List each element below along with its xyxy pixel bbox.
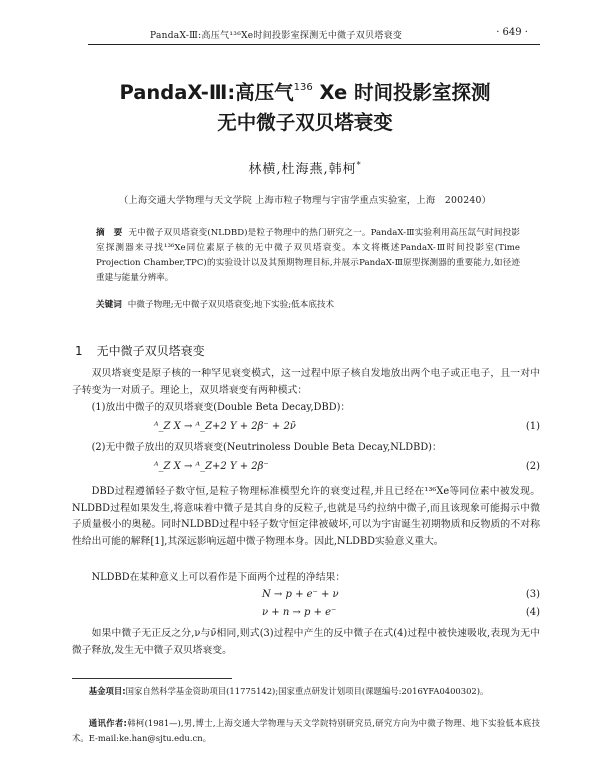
title-line-1 xyxy=(70,78,540,108)
author-names: 林横,杜海燕,韩柯 xyxy=(248,162,357,177)
equation-2 xyxy=(72,461,540,479)
footnote-funding xyxy=(72,684,540,699)
equation-1-expression: ᴬ_Z X → ᴬ_Z+2 Y + 2β⁻ + 2ν̄ xyxy=(154,421,296,432)
abstract-label: 摘 要 xyxy=(96,228,123,238)
paragraph-net-result: NLDBD在某种意义上可以看作是下面两个过程的净结果： xyxy=(91,572,346,583)
author-list xyxy=(70,158,540,177)
title-suffix: Xe 时间投影室探测 xyxy=(312,81,491,104)
equation-4-expression: ν + n → p + e⁻ xyxy=(262,607,337,618)
affiliation: （上海交通大学物理与天文学院 上海市粒子物理与宇宙学重点实验室，上海 200240） xyxy=(118,195,492,206)
keywords xyxy=(96,298,520,313)
section-number: 1 xyxy=(75,344,83,358)
funding-text: 国家自然科学基金资助项目(11775142);国家重点研发计划项目(课题编号:2016YFA0400302)。 xyxy=(125,686,489,696)
title-line-2: 无中微子双贝塔衰变 xyxy=(217,111,393,134)
equation-4 xyxy=(72,607,540,625)
header-rule xyxy=(88,44,540,45)
abstract xyxy=(96,226,520,286)
title-prefix: PandaX-Ⅲ:高压气 xyxy=(119,81,294,104)
paragraph-intro: 双贝塔衰变是原子核的一种罕见衰变模式，这一过程中原子核自发地放出两个电子或正电子，且一对中子转变为一对质子。理论上，双贝塔衰变有两种模式： xyxy=(72,368,540,396)
keywords-text: 中微子物理;无中微子双贝塔衰变;地下实验;低本底技术 xyxy=(127,300,335,310)
contact-text: 韩柯(1981—),男,博士,上海交通大学物理与天文学院特别研究员,研究方向为中微子物理、地下实验低本底技术。E-mail:ke.han@sjtu.edu.cn。 xyxy=(72,718,540,743)
page-number: · 649 · xyxy=(496,27,528,38)
equation-4-number: (4) xyxy=(525,607,540,618)
corresponding-mark: * xyxy=(356,160,362,170)
section-heading xyxy=(75,342,219,359)
equation-2-expression: ᴬ_Z X → ᴬ_Z+2 Y + 2β⁻ xyxy=(154,461,269,472)
mode-1-label: (1)放出中微子的双贝塔衰变(Double Beta Decay,DBD)： xyxy=(91,402,351,413)
paragraph-dbd: DBD过程遵循轻子数守恒,是粒子物理标准模型允许的衰变过程,并且已经在¹³⁶Xe等同位素中被发现。NLDBD过程如果发生,将意味着中微子是其自身的反粒子,也就是马约拉纳中微子,而且该现象可能揭示中微子质量极小的奥秘。同时NLDBD过程中轻子数守恒定律被破坏,可以为宇宙诞生初期物质和反物质的不对称性给出可能的解释[1],其深远影响远超中微子物理本身。因此,NLDBD实验意义重大。 xyxy=(72,486,540,547)
running-head: PandaX-Ⅲ:高压气¹³⁶Xe时间投影室探测无中微子双贝塔衰变 xyxy=(150,31,403,41)
footnote-contact xyxy=(72,716,540,746)
keywords-label: 关键词 xyxy=(96,300,122,310)
equation-1 xyxy=(72,421,540,439)
equation-1-number: (1) xyxy=(525,421,540,432)
equation-3 xyxy=(72,589,540,607)
abstract-text: 无中微子双贝塔衰变(NLDBD)是粒子物理中的热门研究之一。PandaX-Ⅲ实验利用高压氙气时间投影室探测器来寻找¹³⁶Xe同位素原子核的无中微子双贝塔衰变。本文将概述PandaX-Ⅲ时间投影室(Time Projection Chamber,TPC)的实验设计以及其预期物理目标,并展示PandaX-Ⅲ原型探测器的重要能力,如径迹重建与能量分辨率。 xyxy=(96,228,520,283)
contact-label: 通讯作者: xyxy=(88,718,127,728)
equation-2-number: (2) xyxy=(525,461,540,472)
paragraph-majorana: 如果中微子无正反之分,ν与ν̄相同,则式(3)过程中产生的反中微子在式(4)过程中被快速吸收,表现为无中微子释放,发生无中微子双贝塔衰变。 xyxy=(72,628,540,656)
title-isotope-mass: 136 xyxy=(293,82,313,93)
funding-label: 基金项目: xyxy=(88,686,126,696)
equation-3-expression: N → p + e⁻ + ν xyxy=(262,589,339,600)
equation-3-number: (3) xyxy=(525,589,540,600)
paper-title xyxy=(70,78,540,138)
mode-2-label: (2)无中微子放出的双贝塔衰变(Neutrinoless Double Beta Decay,NLDBD)： xyxy=(91,442,442,453)
section-title: 无中微子双贝塔衰变 xyxy=(96,344,205,358)
footnote-rule xyxy=(72,678,232,679)
